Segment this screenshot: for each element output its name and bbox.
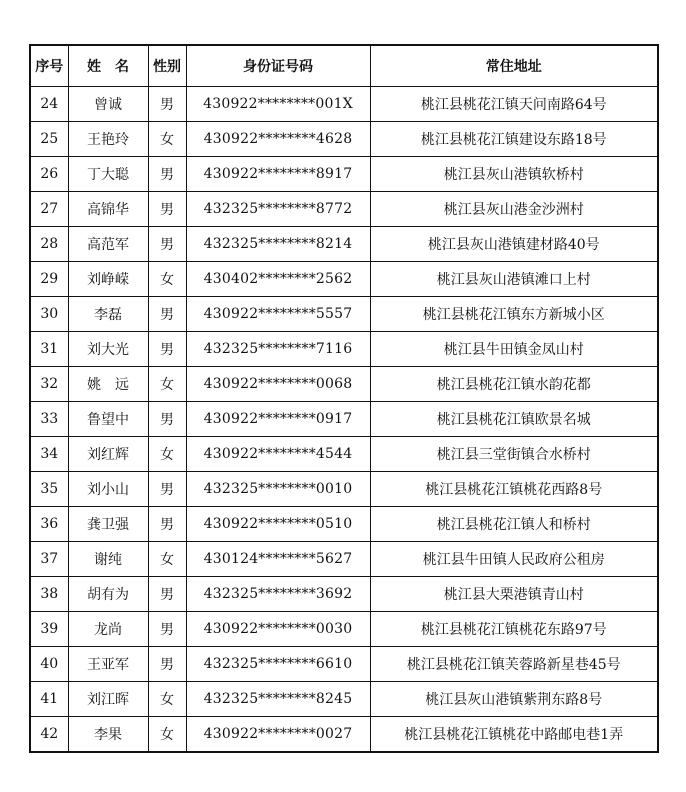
person-name: 刘红辉 <box>68 437 148 472</box>
person-sex: 男 <box>148 507 186 542</box>
table-row <box>30 437 658 472</box>
home-address: 桃江县桃花江镇水韵花都 <box>370 367 658 402</box>
header-address: 常住地址 <box>370 45 658 87</box>
id-number: 430124********5627 <box>186 542 370 577</box>
home-address: 桃江县桃花江镇芙蓉路新星巷45号 <box>370 647 658 682</box>
person-name: 高范军 <box>68 227 148 262</box>
row-number: 41 <box>30 682 68 717</box>
id-number: 430922********0510 <box>186 507 370 542</box>
home-address: 桃江县灰山港镇紫荆东路8号 <box>370 682 658 717</box>
person-name: 刘江晖 <box>68 682 148 717</box>
person-name: 刘峥嵘 <box>68 262 148 297</box>
person-sex: 男 <box>148 472 186 507</box>
person-name: 谢纯 <box>68 542 148 577</box>
person-sex: 男 <box>148 157 186 192</box>
home-address: 桃江县桃花江镇建设东路18号 <box>370 122 658 157</box>
person-sex: 男 <box>148 192 186 227</box>
header-name-second: 名 <box>115 59 129 75</box>
table-row <box>30 647 658 682</box>
person-name: 胡有为 <box>68 577 148 612</box>
home-address: 桃江县灰山港镇滩口上村 <box>370 262 658 297</box>
person-name: 丁大聪 <box>68 157 148 192</box>
home-address: 桃江县桃花江镇天问南路64号 <box>370 87 658 122</box>
header-sex: 性别 <box>148 45 186 87</box>
person-sex: 男 <box>148 577 186 612</box>
row-number: 27 <box>30 192 68 227</box>
id-number: 432325********8214 <box>186 227 370 262</box>
row-number: 38 <box>30 577 68 612</box>
person-sex: 女 <box>148 717 186 753</box>
table-row <box>30 682 658 717</box>
table-row <box>30 227 658 262</box>
row-number: 37 <box>30 542 68 577</box>
person-name: 王亚军 <box>68 647 148 682</box>
person-sex: 男 <box>148 402 186 437</box>
person-sex: 女 <box>148 262 186 297</box>
id-number: 430922********0917 <box>186 402 370 437</box>
header-id: 身份证号码 <box>186 45 370 87</box>
header-name-first: 姓 <box>87 59 101 75</box>
home-address: 桃江县桃花江镇桃花中路邮电巷1弄 <box>370 717 658 753</box>
row-number: 39 <box>30 612 68 647</box>
header-name <box>68 45 148 87</box>
person-sex: 男 <box>148 227 186 262</box>
id-number: 432325********3692 <box>186 577 370 612</box>
table-row <box>30 122 658 157</box>
home-address: 桃江县桃花江镇桃花西路8号 <box>370 472 658 507</box>
row-number: 26 <box>30 157 68 192</box>
row-number: 25 <box>30 122 68 157</box>
id-number: 430922********0068 <box>186 367 370 402</box>
id-number: 430922********5557 <box>186 297 370 332</box>
row-number: 35 <box>30 472 68 507</box>
person-name: 鲁望中 <box>68 402 148 437</box>
home-address: 桃江县桃花江镇桃花东路97号 <box>370 612 658 647</box>
id-number: 432325********0010 <box>186 472 370 507</box>
person-name: 龙尚 <box>68 612 148 647</box>
person-name: 曾诚 <box>68 87 148 122</box>
home-address: 桃江县灰山港金沙洲村 <box>370 192 658 227</box>
table-body <box>30 87 658 753</box>
row-number: 40 <box>30 647 68 682</box>
roster-sheet <box>29 44 657 753</box>
person-sex: 女 <box>148 682 186 717</box>
home-address: 桃江县灰山港镇建材路40号 <box>370 227 658 262</box>
home-address: 桃江县桃花江镇人和桥村 <box>370 507 658 542</box>
table-header <box>30 45 658 87</box>
person-name: 刘大光 <box>68 332 148 367</box>
row-number: 32 <box>30 367 68 402</box>
row-number: 34 <box>30 437 68 472</box>
id-number: 430402********2562 <box>186 262 370 297</box>
row-number: 30 <box>30 297 68 332</box>
id-number: 432325********8772 <box>186 192 370 227</box>
table-row <box>30 87 658 122</box>
id-number: 432325********8245 <box>186 682 370 717</box>
person-sex: 女 <box>148 542 186 577</box>
id-number: 432325********6610 <box>186 647 370 682</box>
id-number: 430922********0027 <box>186 717 370 753</box>
table-row <box>30 472 658 507</box>
table-row <box>30 577 658 612</box>
row-number: 42 <box>30 717 68 753</box>
person-name: 刘小山 <box>68 472 148 507</box>
person-sex: 男 <box>148 87 186 122</box>
table-row <box>30 332 658 367</box>
table-row <box>30 402 658 437</box>
header-row <box>30 45 658 87</box>
id-number: 430922********8917 <box>186 157 370 192</box>
row-number: 33 <box>30 402 68 437</box>
table-row <box>30 612 658 647</box>
person-name: 李果 <box>68 717 148 753</box>
person-sex: 女 <box>148 367 186 402</box>
person-name: 姚 远 <box>68 367 148 402</box>
person-sex: 男 <box>148 297 186 332</box>
person-name: 高锦华 <box>68 192 148 227</box>
row-number: 36 <box>30 507 68 542</box>
home-address: 桃江县三堂街镇合水桥村 <box>370 437 658 472</box>
table-row <box>30 262 658 297</box>
roster-table <box>29 44 659 753</box>
person-sex: 男 <box>148 647 186 682</box>
table-row <box>30 297 658 332</box>
table-row <box>30 157 658 192</box>
id-number: 432325********7116 <box>186 332 370 367</box>
person-sex: 男 <box>148 612 186 647</box>
person-sex: 女 <box>148 437 186 472</box>
home-address: 桃江县牛田镇人民政府公租房 <box>370 542 658 577</box>
home-address: 桃江县大栗港镇青山村 <box>370 577 658 612</box>
person-name: 李磊 <box>68 297 148 332</box>
row-number: 29 <box>30 262 68 297</box>
id-number: 430922********4544 <box>186 437 370 472</box>
home-address: 桃江县牛田镇金凤山村 <box>370 332 658 367</box>
table-row <box>30 542 658 577</box>
id-number: 430922********0030 <box>186 612 370 647</box>
table-row <box>30 192 658 227</box>
row-number: 31 <box>30 332 68 367</box>
id-number: 430922********001X <box>186 87 370 122</box>
header-no: 序号 <box>30 45 68 87</box>
person-name: 龚卫强 <box>68 507 148 542</box>
home-address: 桃江县桃花江镇东方新城小区 <box>370 297 658 332</box>
row-number: 28 <box>30 227 68 262</box>
home-address: 桃江县桃花江镇欧景名城 <box>370 402 658 437</box>
table-row <box>30 507 658 542</box>
id-number: 430922********4628 <box>186 122 370 157</box>
table-row <box>30 717 658 753</box>
table-row <box>30 367 658 402</box>
person-sex: 男 <box>148 332 186 367</box>
home-address: 桃江县灰山港镇软桥村 <box>370 157 658 192</box>
row-number: 24 <box>30 87 68 122</box>
person-name: 王艳玲 <box>68 122 148 157</box>
person-sex: 女 <box>148 122 186 157</box>
